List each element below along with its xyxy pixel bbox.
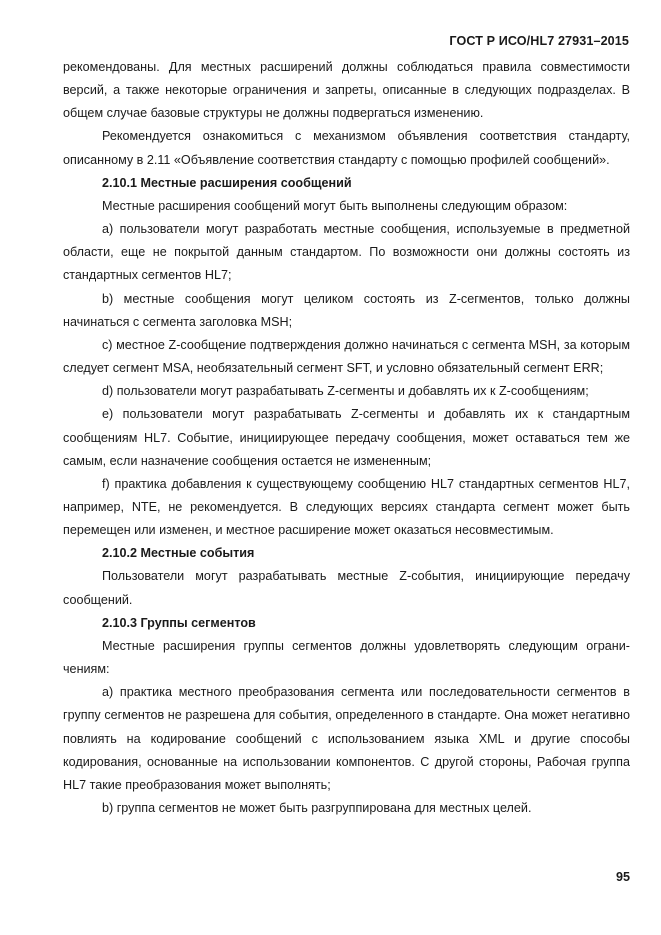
heading-2-10-2: 2.10.2 Местные события (102, 546, 255, 561)
list-item-b: b) местные сообщения могут целиком состоять из Z-сегментов, только должны начинаться с сегмента заголовка MSH; (63, 291, 630, 329)
page-body (63, 56, 630, 820)
heading-2-10-3: 2.10.3 Группы сегментов (102, 615, 256, 630)
page-number: 95 (615, 870, 630, 884)
paragraph-2-10-2: Пользователи могут разрабатывать местные Z-события, инициирующие передачу сообщений. (63, 569, 630, 607)
list-item-c: c) местное Z-сообщение подтверждения должно начинаться с сегмента MSH, за которым следует сегмент MSA, необязательный сегмент SFT, и условно обязательный сегмент ERR; (63, 337, 630, 376)
paragraph-intro-continuation: рекомендованы. Для местных расширений должны соблюдаться правила совместимости версий, а также некоторые ограничения и запреты, описанные в следующих подразделах. В общем случае базовые структуры не должны подвергаться изменению. (63, 60, 630, 121)
paragraph-2-10-1-lead: Местные расширения сообщений могут быть выполнены следующим образом: (102, 198, 568, 213)
list-item-segment-b: b) группа сегментов не может быть разгруппирована для местных целей. (102, 801, 532, 815)
list-item-d: d) пользователи могут разрабатывать Z-сегменты и добавлять их к Z-сообщениям; (102, 384, 589, 399)
paragraph-2-10-3-lead: Местные расширения группы сегментов должны удовлетворять следующим ограничениям: (63, 638, 630, 677)
list-item-segment-a: a) практика местного преобразования сегмента или последовательности сегментов в группу сегментов не разрешена для события, определенного в стандарте. Она может негативно повлиять на кодирование сообщений с использованием языка XML и другие способы кодирования, основанные на использовании компонентов. С другой стороны, Рабочая группа HL7 такие преобразования может выполнять; (63, 685, 630, 792)
list-item-f: f) практика добавления к существующему сообщению HL7 стандартных сегментов HL7, например, NTE, не рекомендуется. В следующих версиях стандарта сегмент может быть перемещен или изменен, и местное расширение может оказаться несовместимым. (63, 476, 630, 538)
list-item-a: a) пользователи могут разработать местные сообщения, используемые в предметной области, еще не покрытой данным стандартом. По возможности они должны состоять из стандартных сегментов HL7; (63, 222, 630, 283)
list-item-e: e) пользователи могут разрабатывать Z-сегменты и добавлять их к стандартным сообщениям HL7. Событие, инициирующее передачу сообщения, может оставаться тем же самым, если назначение сообщения остается не измененным; (63, 407, 630, 468)
heading-2-10-1: 2.10.1 Местные расширения сообщений (102, 175, 352, 190)
paragraph-recommendation: Рекомендуется ознакомиться с механизмом объявления соответствия стандарту, описанному в 2.11 «Объявление соответствия стандарту с помощью профилей сообщений». (63, 129, 630, 167)
document-code-header: ГОСТ Р ИСО/HL7 27931–2015 (449, 34, 629, 48)
